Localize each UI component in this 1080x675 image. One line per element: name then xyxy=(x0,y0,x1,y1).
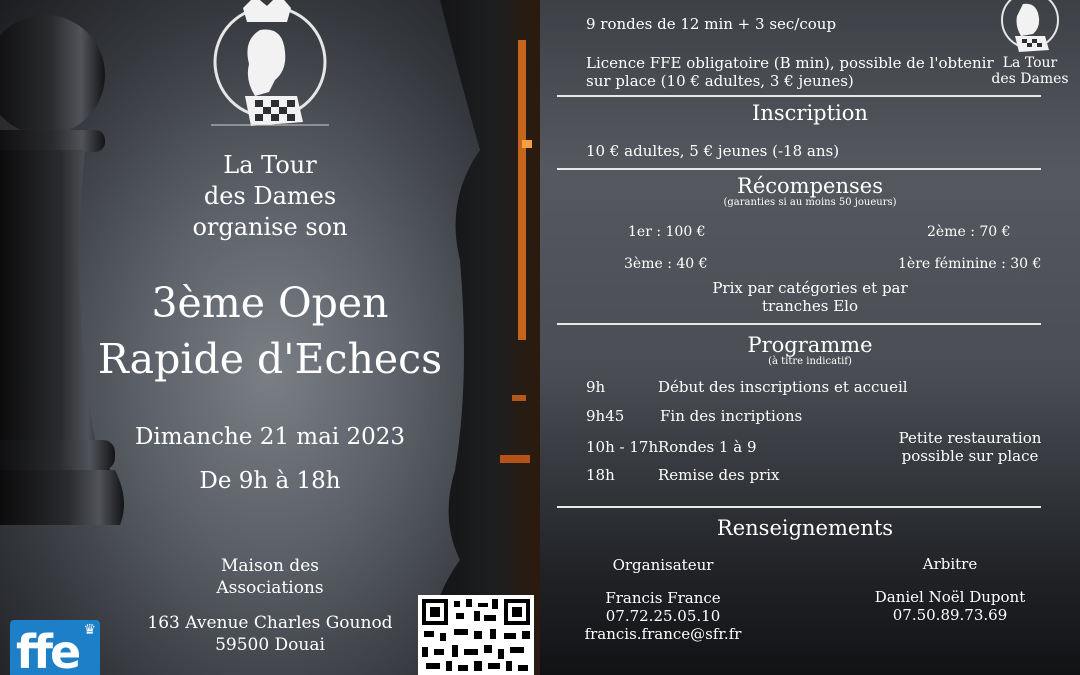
logo-text-line: des Dames xyxy=(991,71,1069,87)
programme-label: Rondes 1 à 9 xyxy=(658,438,757,456)
renseignements-title: Renseignements xyxy=(716,516,894,540)
event-date: Dimanche 21 mai 2023 xyxy=(134,424,406,450)
qr-code[interactable] xyxy=(418,595,534,675)
programme-label: Remise des prix xyxy=(658,466,780,484)
programme-title: Programme xyxy=(747,333,873,357)
divider xyxy=(557,506,1041,508)
organisateur-phone: 07.72.25.05.10 xyxy=(605,607,721,625)
prize-item: 3ème : 40 € xyxy=(624,256,708,272)
organisateur-heading: Organisateur xyxy=(612,556,714,574)
programme-time: 18h xyxy=(586,466,615,484)
venue-line: Maison des xyxy=(221,556,319,576)
programme-subtitle: (à titre indicatif) xyxy=(768,356,852,367)
address-line: 163 Avenue Charles Gounod xyxy=(147,613,393,633)
prize-note-line: Prix par catégories et par xyxy=(712,279,908,297)
organisateur-email[interactable]: francis.france@sfr.fr xyxy=(584,625,742,643)
licence-line: sur place (10 € adultes, 3 € jeunes) xyxy=(586,72,854,90)
brand-line: organise son xyxy=(192,213,348,241)
event-hours: De 9h à 18h xyxy=(199,468,341,494)
la-tour-des-dames-logo-small xyxy=(995,0,1065,52)
prize-item: 1ère féminine : 30 € xyxy=(898,256,1042,272)
arbitre-heading: Arbitre xyxy=(922,555,978,573)
programme-time: 9h45 xyxy=(586,407,625,425)
licence-line: Licence FFE obligatoire (B min), possible de l'obtenir xyxy=(586,54,994,72)
programme-label: Fin des incriptions xyxy=(660,407,803,425)
catering-note-line: possible sur place xyxy=(901,447,1039,465)
prize-note-line: tranches Elo xyxy=(762,297,858,315)
arbitre-phone: 07.50.89.73.69 xyxy=(892,606,1008,624)
la-tour-des-dames-logo xyxy=(205,0,335,130)
venue-line: Associations xyxy=(216,578,324,598)
brand-line: des Dames xyxy=(203,182,337,210)
divider xyxy=(557,168,1041,170)
logo-text-line: La Tour xyxy=(1002,55,1058,71)
prize-item: 2ème : 70 € xyxy=(927,224,1011,240)
divider xyxy=(557,95,1041,97)
divider xyxy=(557,323,1041,325)
programme-label: Début des inscriptions et accueil xyxy=(658,378,908,396)
arbitre-name: Daniel Noël Dupont xyxy=(874,588,1026,606)
inscription-text: 10 € adultes, 5 € jeunes (-18 ans) xyxy=(586,142,840,160)
programme-time: 9h xyxy=(586,378,606,396)
catering-note-line: Petite restauration xyxy=(898,429,1042,447)
event-title-line: 3ème Open xyxy=(151,279,389,327)
recompenses-title: Récompenses xyxy=(737,174,883,198)
ffe-logo-text: ffe xyxy=(16,625,79,675)
recompenses-subtitle: (garanties si au moins 50 joueurs) xyxy=(723,197,897,208)
game-format: 9 rondes de 12 min + 3 sec/coup xyxy=(586,15,837,33)
ffe-logo xyxy=(10,620,100,675)
inscription-title: Inscription xyxy=(752,101,868,125)
brand-line: La Tour xyxy=(223,151,317,179)
organisateur-name: Francis France xyxy=(605,589,721,607)
address-line: 59500 Douai xyxy=(215,635,325,655)
prize-item: 1er : 100 € xyxy=(628,224,706,240)
crown-icon: ♛ xyxy=(83,622,96,638)
event-title-line: Rapide d'Echecs xyxy=(97,335,443,383)
programme-time: 10h - 17h xyxy=(586,438,659,456)
